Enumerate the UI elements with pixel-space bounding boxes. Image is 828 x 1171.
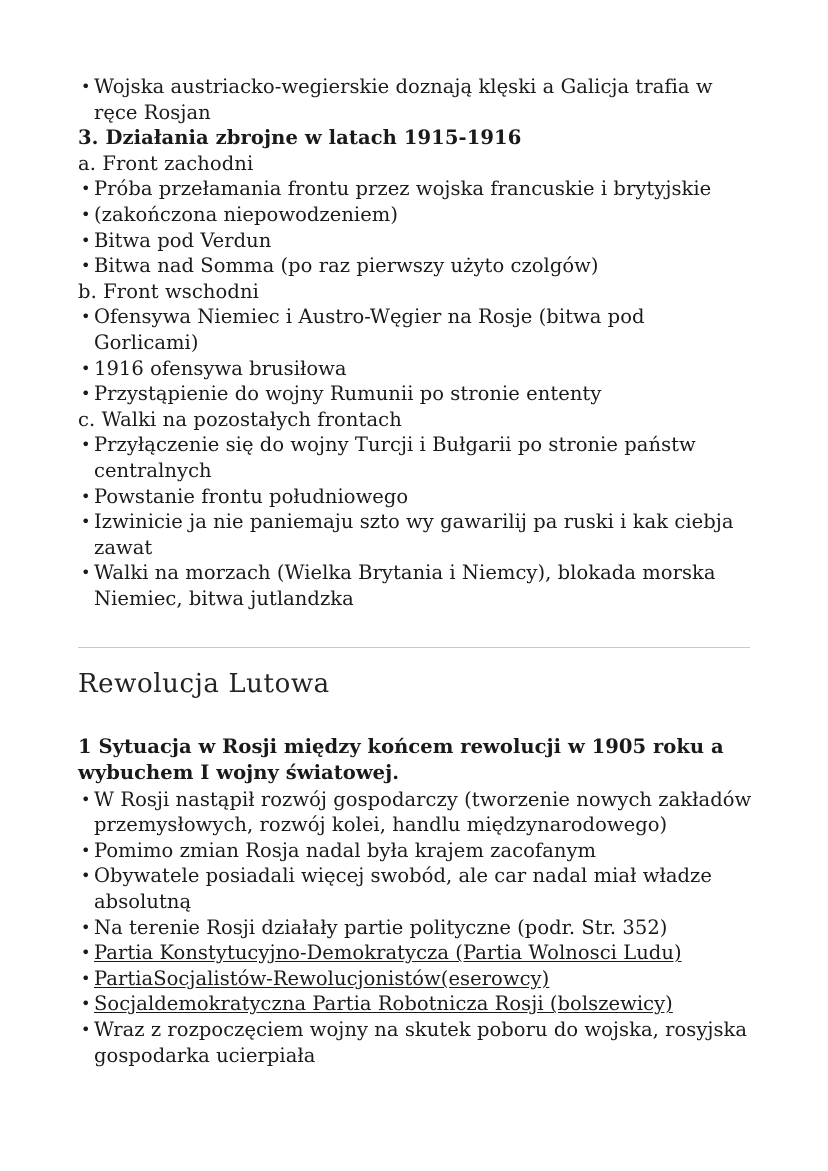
list-item [78,304,754,355]
list-item-party [78,991,754,1017]
section-two-bullet-list [78,787,754,1069]
list-item [78,176,754,202]
list-item-text: Izwinicie ja nie paniemaju szto wy gawarilij pa ruski i kak ciebja zawat [94,510,734,559]
list-item [78,787,754,838]
list-item-text: Przystąpienie do wojny Rumunii po stronie ententy [94,382,602,406]
list-item-text: (zakończona niepowodzeniem) [94,202,399,226]
spacer-above-divider [78,611,754,647]
list-item-text: Próba przełamania frontu przez wojska francuskie i brytyjskie [94,177,712,201]
list-item [78,863,754,914]
list-item-text: Partia Konstytucyjno-Demokratycza (Partia Wolnosci Ludu) [94,941,682,965]
section-two-heading: 1 Sytuacja w Rosji między końcem rewolucji w 1905 roku a wybuchem I wojny światowej. [78,735,724,785]
list-item [78,432,754,483]
section-heading-3: 3. Działania zbrojne w latach 1915-1916 [78,126,522,150]
subsection-a-bullet-list [78,176,754,278]
subsection-b-bullet-list [78,304,754,406]
list-item [78,202,754,228]
subsection-label-c: c. Walki na pozostałych frontach [78,407,402,431]
document-content [78,74,754,1068]
list-item-text: Ofensywa Niemiec i Austro-Węgier na Rosje (bitwa pod Gorlicami) [94,305,645,354]
list-item-text: W Rosji nastąpił rozwój gospodarczy (tworzenie nowych zakładów przemysłowych, rozwój kolei, handlu międzynarodowego) [94,787,752,837]
intro-bullet-list [78,74,754,125]
list-item [78,484,754,510]
list-item-text: Bitwa pod Verdun [94,228,272,252]
spacer-below-divider [78,648,754,668]
list-item [78,838,754,864]
section-title: Rewolucja Lutowa [78,669,330,700]
list-item-party [78,940,754,966]
list-item [78,1017,754,1068]
list-item [78,915,754,941]
subsection-c-bullet-list [78,432,754,611]
list-item-text: Powstanie frontu południowego [94,484,409,508]
list-item [78,560,754,611]
list-item-text: Walki na morzach (Wielka Brytania i Niemcy), blokada morska Niemiec, bitwa jutlandzka [94,561,716,610]
subsection-label-a: a. Front zachodni [78,151,254,175]
list-item [78,509,754,560]
list-item [78,356,754,382]
subsection-label-b: b. Front wschodni [78,279,259,303]
list-item [78,228,754,254]
list-item-text: Na terenie Rosji działały partie polityczne (podr. Str. 352) [94,915,668,939]
list-item-text: Przyłączenie się do wojny Turcji i Bułgarii po stronie państw centralnych [94,433,696,482]
list-item-text: Pomimo zmian Rosja nadal była krajem zacofanym [94,838,597,862]
list-item-text: PartiaSocjalistów-Rewolucjonistów(eserowcy) [94,966,550,990]
list-item-party [78,966,754,992]
list-item [78,253,754,279]
list-item-text: 1916 ofensywa brusiłowa [94,356,347,380]
list-item-text: Bitwa nad Somma (po raz pierwszy użyto czolgów) [94,254,599,278]
spacer-below-title [78,700,754,734]
list-item [78,74,754,125]
list-item [78,381,754,407]
list-item-text: Socjaldemokratyczna Partia Robotnicza Rosji (bolszewicy) [94,992,673,1016]
list-item-text: Wraz z rozpoczęciem wojny na skutek poboru do wojska, rosyjska gospodarka ucierpiała [94,1018,748,1067]
list-item-text: Obywatele posiadali więcej swobód, ale car nadal miał władze absolutną [94,864,712,914]
list-item-text: Wojska austriacko-wegierskie doznają klęski a Galicja trafia w ręce Rosjan [94,75,713,124]
